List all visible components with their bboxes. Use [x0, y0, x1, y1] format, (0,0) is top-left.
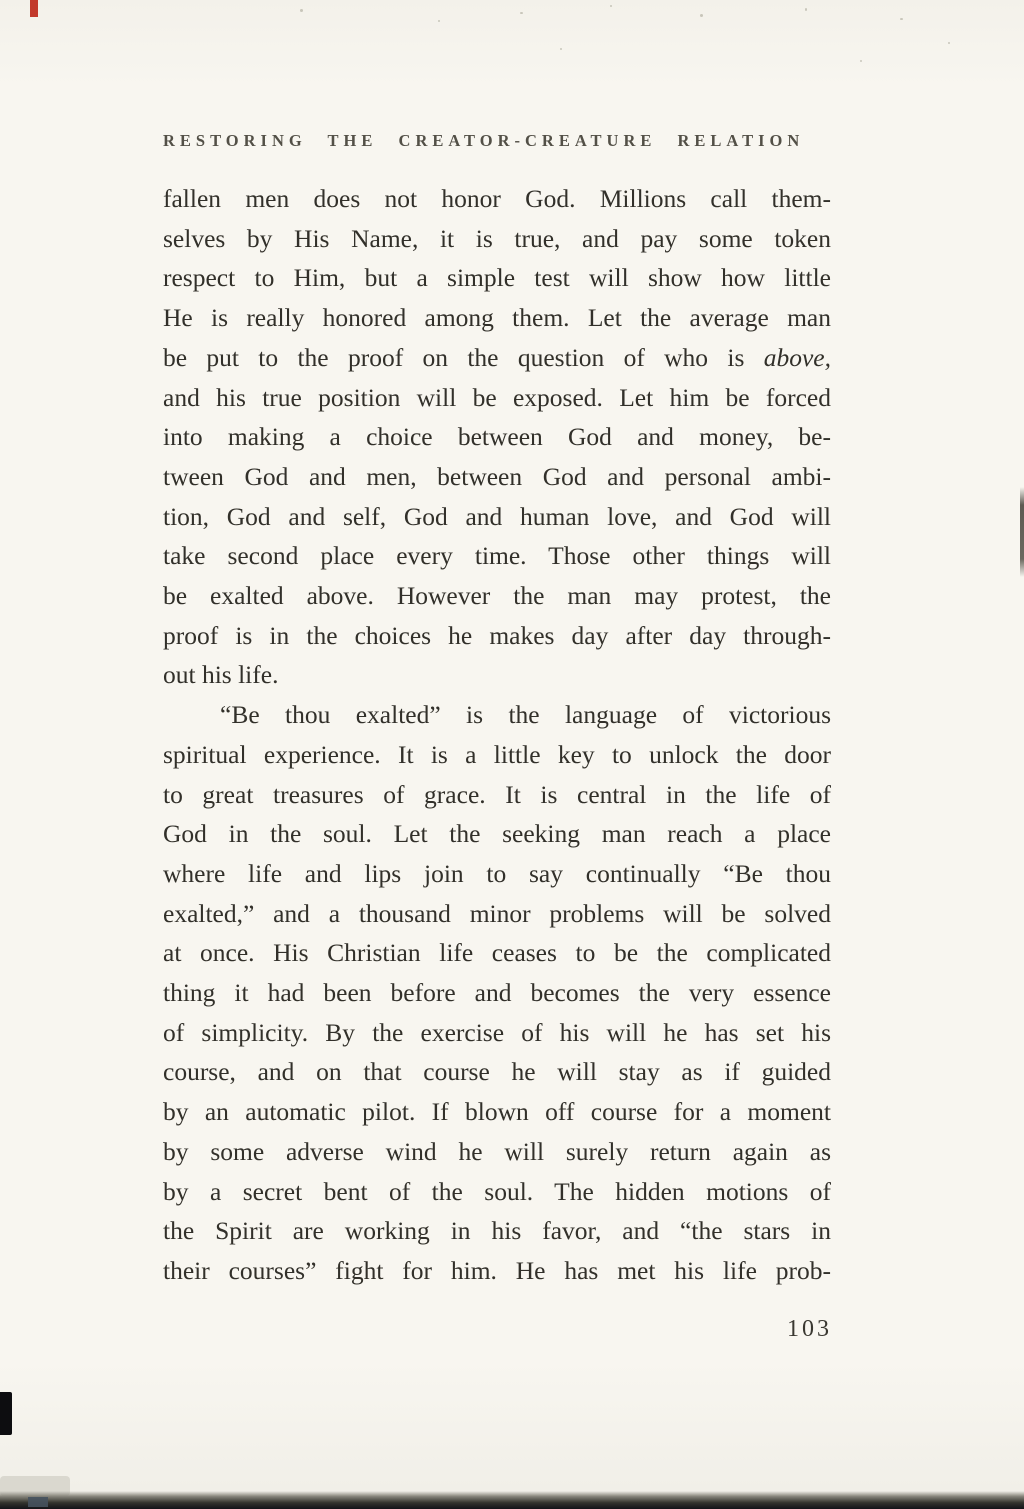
text-line — [163, 1172, 831, 1212]
running-header: RESTORING THE CREATOR-CREATURE RELATION — [163, 131, 805, 150]
text-line — [163, 497, 831, 537]
text-run: at once. His Christian life ceases to be the complicated — [163, 938, 831, 968]
text-line — [163, 457, 831, 497]
text-run: where life and lips join to say continually “Be thou — [163, 858, 831, 888]
text-line — [163, 219, 831, 259]
text-run: by an automatic pilot. If blown off course for a moment — [163, 1097, 831, 1127]
text-run: the Spirit are working in his favor, and “the stars in — [163, 1216, 831, 1246]
scan-speckle — [700, 14, 703, 17]
text-run: fallen men does not honor God. Millions call them- — [163, 184, 831, 213]
text-run: be exalted above. However the man may protest, the — [163, 581, 831, 611]
text-run: spiritual experience. It is a little key to unlock the door — [163, 739, 831, 769]
scan-speckle — [900, 18, 903, 20]
text-run: tion, God and self, God and human love, and God will — [163, 501, 831, 531]
paragraph — [163, 695, 831, 1291]
text-line — [163, 735, 831, 775]
text-line — [163, 655, 831, 695]
text-line — [163, 338, 831, 378]
text-line — [163, 1211, 831, 1251]
page-number: 103 — [787, 1316, 832, 1342]
text-line — [163, 258, 831, 298]
scan-artifact-bottom-edge-band — [0, 1491, 1024, 1509]
text-line — [163, 378, 831, 418]
scan-speckle — [860, 60, 862, 62]
italic-text-run: above, — [763, 342, 831, 372]
text-run: course, and on that course he will stay as if guided — [163, 1057, 831, 1087]
text-run: by a secret bent of the soul. The hidden motions of — [163, 1176, 831, 1206]
text-run: by some adverse wind he will surely return again as — [163, 1136, 831, 1166]
scan-speckle — [300, 9, 303, 12]
text-line — [163, 298, 831, 338]
scan-speckle — [560, 48, 562, 50]
scan-speckle — [520, 12, 523, 14]
text-line — [163, 616, 831, 656]
text-line — [163, 933, 831, 973]
text-run: out his life. — [163, 660, 279, 690]
text-line — [163, 1132, 831, 1172]
scan-artifact-blue-notch — [28, 1497, 48, 1507]
text-line — [163, 775, 831, 815]
text-line — [163, 1251, 831, 1291]
text-line — [163, 973, 831, 1013]
text-line — [163, 417, 831, 457]
text-line — [163, 814, 831, 854]
text-line — [163, 536, 831, 576]
text-line — [163, 576, 831, 616]
paragraph — [163, 179, 831, 695]
body-text — [163, 179, 831, 1291]
text-run: “Be thou exalted” is the language of victorious — [220, 700, 831, 730]
text-run: He is really honored among them. Let the average man — [163, 303, 831, 333]
text-line — [163, 1013, 831, 1053]
text-run: of simplicity. By the exercise of his will he has set his — [163, 1017, 831, 1047]
text-run: exalted,” and a thousand minor problems will be solved — [163, 898, 831, 928]
scan-artifact-right-edge-scratch — [1020, 487, 1024, 577]
text-run: selves by His Name, it is true, and pay some token — [163, 223, 831, 253]
text-line — [163, 894, 831, 934]
scan-artifact-left-black-mark — [0, 1392, 12, 1435]
text-line — [163, 695, 831, 735]
text-line — [163, 854, 831, 894]
scan-speckle — [438, 20, 440, 22]
text-run: and his true position will be exposed. Let him be forced — [163, 382, 831, 412]
text-run: God in the soul. Let the seeking man reach a place — [163, 819, 831, 849]
scan-speckle — [805, 8, 807, 11]
text-line — [163, 1092, 831, 1132]
text-run: into making a choice between God and money, be- — [163, 422, 831, 452]
text-run: respect to Him, but a simple test will show how little — [163, 263, 831, 293]
text-run: their courses” fight for him. He has met his life prob- — [163, 1255, 831, 1285]
text-run: thing it had been before and becomes the very essence — [163, 978, 831, 1008]
text-run: proof is in the choices he makes day after day through- — [163, 620, 831, 650]
text-run: tween God and men, between God and personal ambi- — [163, 461, 831, 491]
scan-artifact-red-mark — [30, 0, 38, 17]
text-line — [163, 1052, 831, 1092]
text-run: take second place every time. Those other things will — [163, 541, 831, 571]
text-run: be put to the proof on the question of who is — [163, 342, 764, 372]
scan-speckle — [610, 5, 612, 7]
text-line — [163, 179, 831, 219]
text-run: to great treasures of grace. It is central in the life of — [163, 779, 831, 809]
scan-speckle — [948, 42, 950, 44]
